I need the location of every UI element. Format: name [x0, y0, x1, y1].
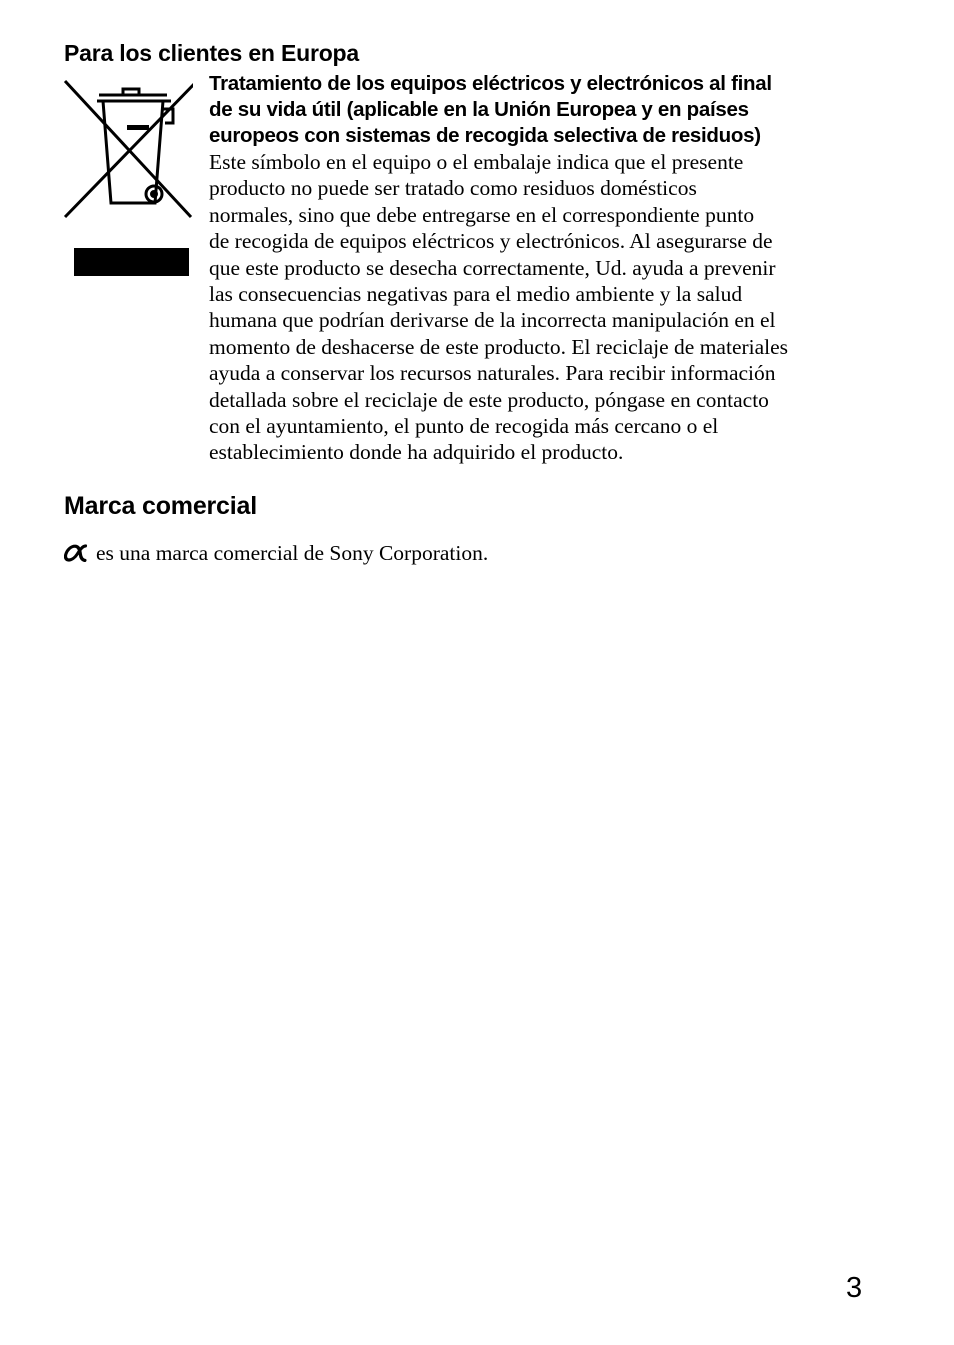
crossed-out-wheelie-bin-icon — [63, 79, 193, 221]
body-line: humana que podrían derivarse de la incorrecta manipulación en el — [209, 308, 776, 333]
page-number: 3 — [846, 1272, 863, 1304]
weee-body-text — [209, 149, 859, 466]
black-bar — [74, 248, 189, 276]
weee-title — [209, 71, 859, 149]
body-line: momento de deshacerse de este producto. El reciclaje de materiales — [209, 334, 789, 359]
trademark-heading: Marca comercial — [64, 492, 257, 520]
alpha-logo-icon — [64, 542, 92, 562]
body-line: ayuda a conservar los recursos naturales. Para recibir información — [209, 361, 776, 386]
body-line: normales, sino que debe entregarse en el correspondiente punto — [209, 202, 755, 227]
body-line: de recogida de equipos eléctricos y electrónicos. Al asegurarse de — [209, 229, 773, 254]
weee-title-line: Tratamiento de los equipos eléctricos y electrónicos al final — [209, 72, 772, 95]
body-line: las consecuencias negativas para el medio ambiente y la salud — [209, 282, 743, 307]
weee-title-line: europeos con sistemas de recogida selectiva de residuos) — [209, 124, 761, 147]
trademark-text: es una marca comercial de Sony Corporation. — [96, 541, 489, 565]
weee-title-line: de su vida útil (aplicable en la Unión Europea y en países — [209, 98, 749, 121]
body-line: que este producto se desecha correctamente, Ud. ayuda a prevenir — [209, 255, 776, 280]
body-line: producto no puede ser tratado como residuos domésticos — [209, 176, 697, 201]
body-line: establecimiento donde ha adquirido el producto. — [209, 440, 624, 465]
trademark-line — [64, 538, 488, 568]
body-line: detallada sobre el reciclaje de este producto, póngase en contacto — [209, 387, 769, 412]
body-line: con el ayuntamiento, el punto de recogida más cercano o el — [209, 414, 719, 439]
europe-heading: Para los clientes en Europa — [64, 40, 359, 66]
body-line: Este símbolo en el equipo o el embalaje indica que el presente — [209, 150, 744, 174]
